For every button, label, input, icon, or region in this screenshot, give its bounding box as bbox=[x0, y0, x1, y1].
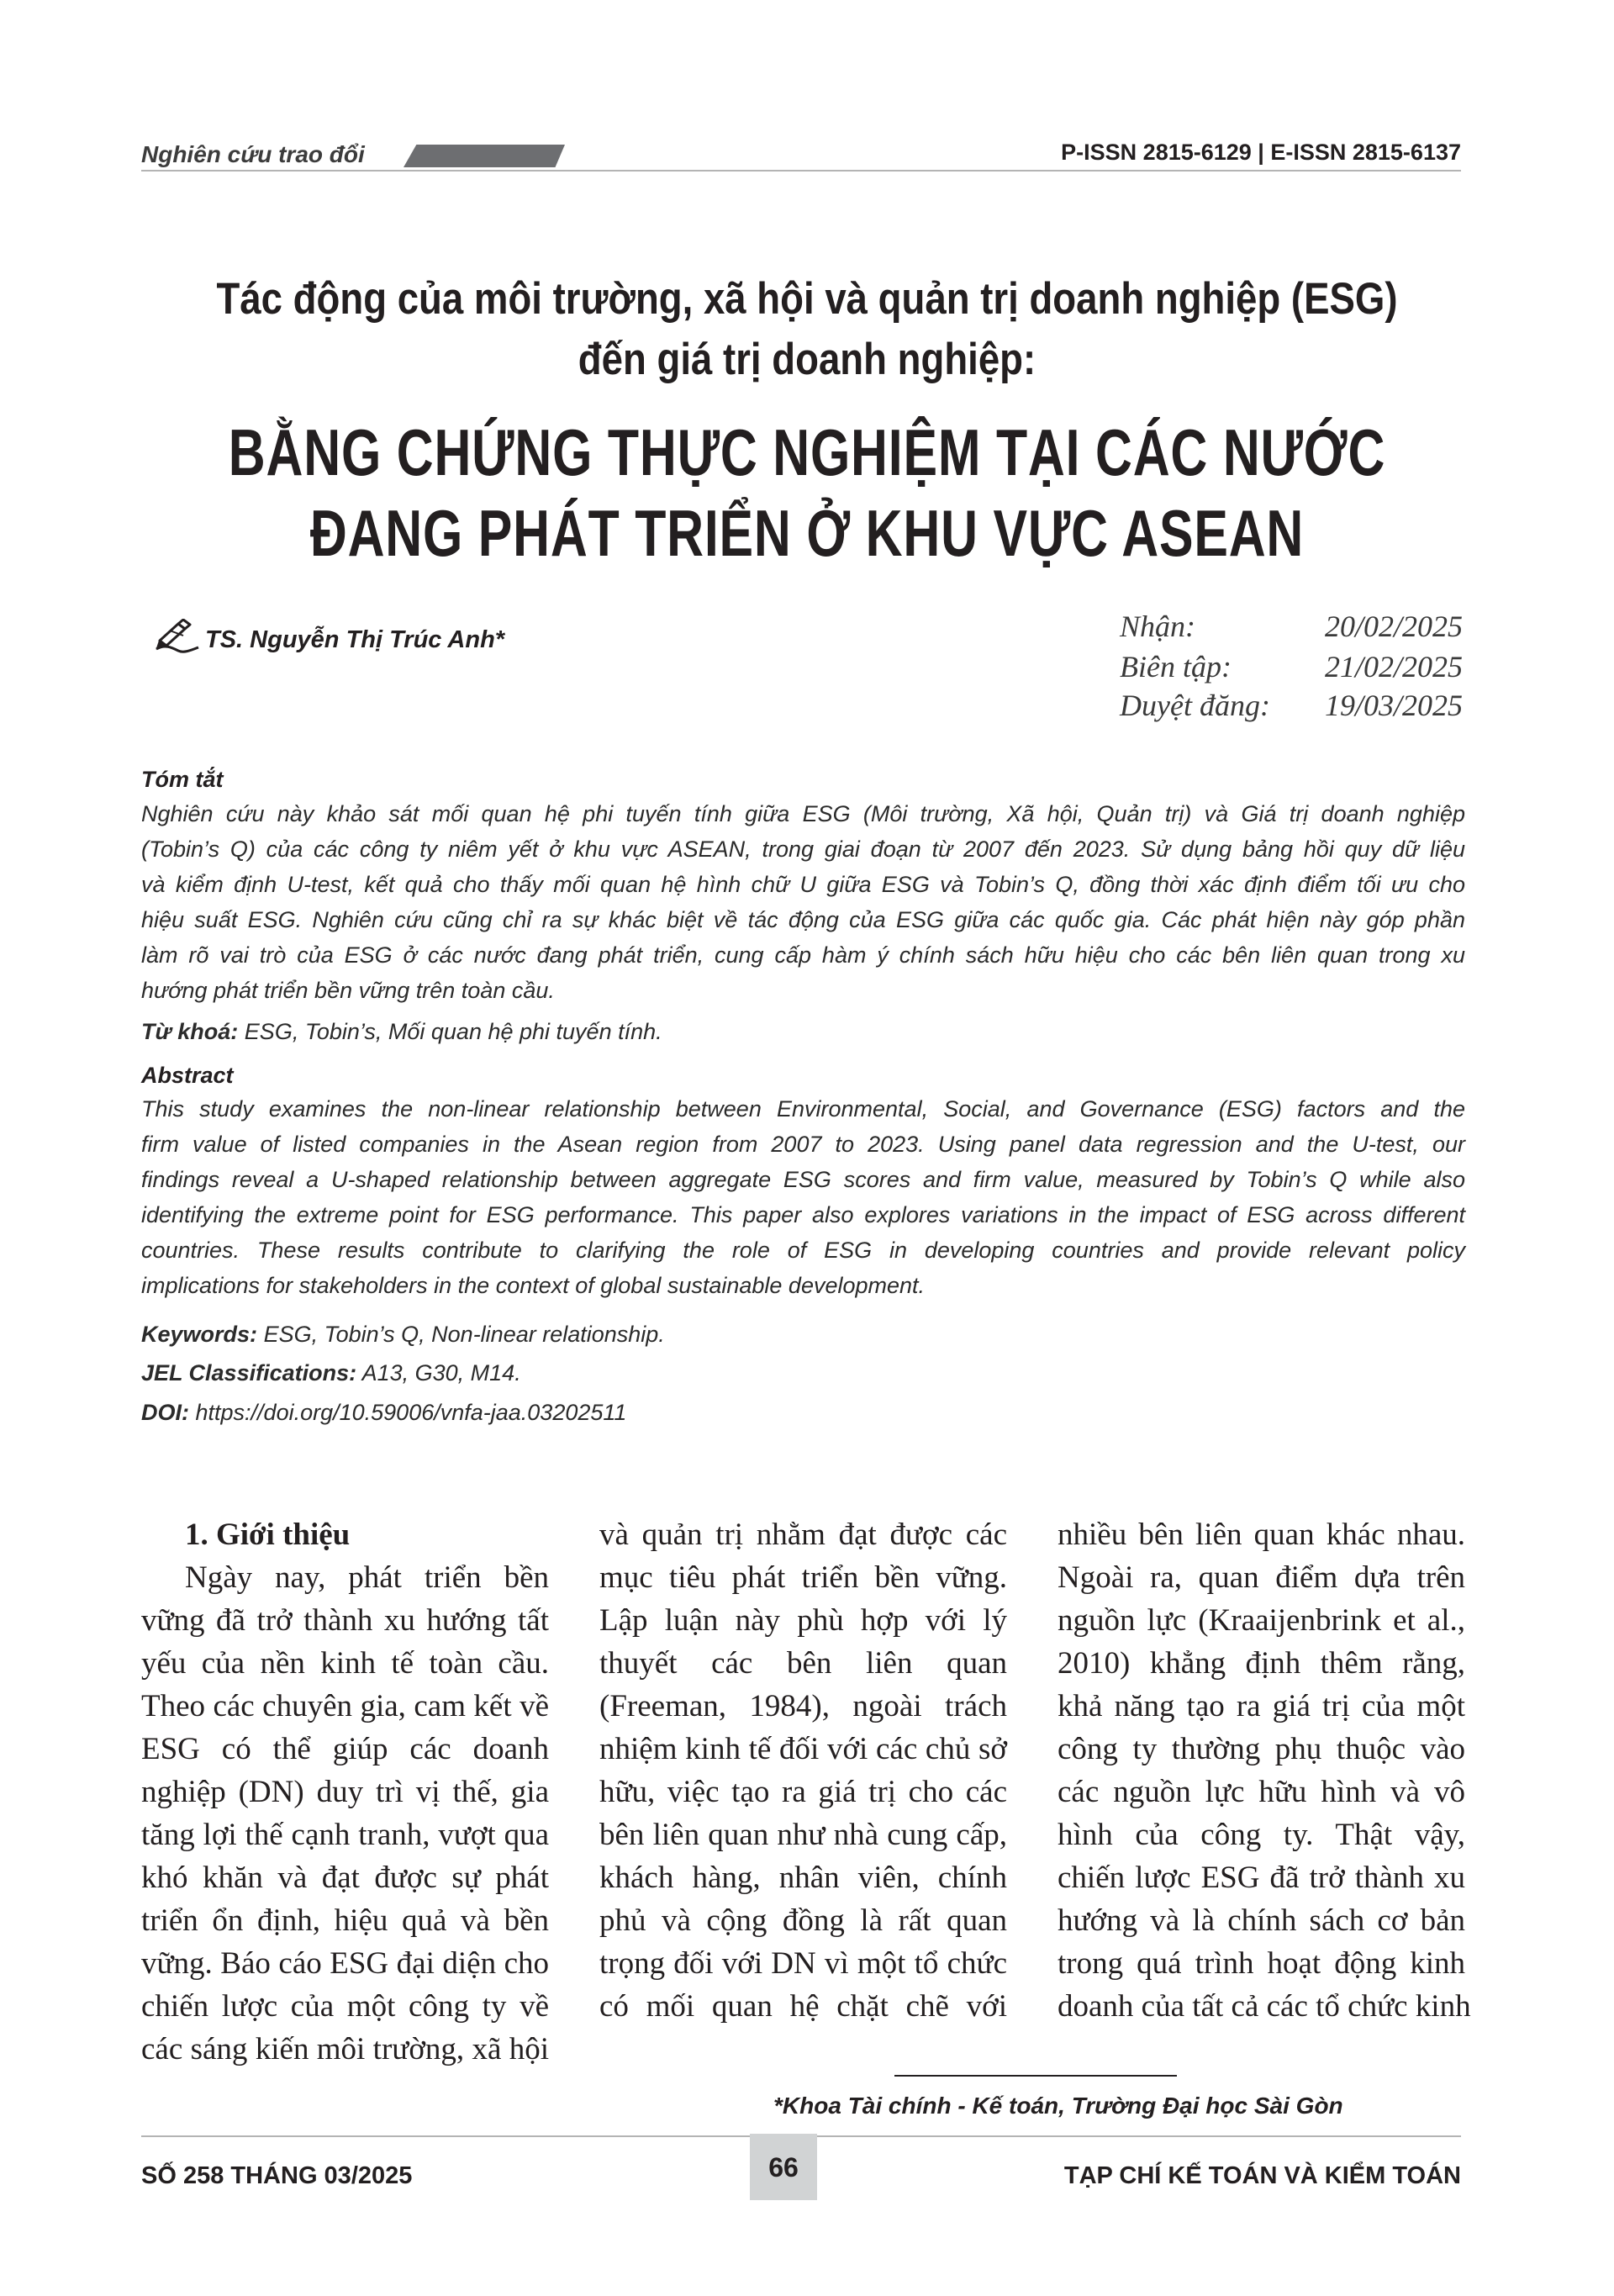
issn-label: P-ISSN 2815-6129 | E-ISSN 2815-6137 bbox=[1061, 140, 1461, 165]
body-line: công ty thường phụ thuộc vào bbox=[1058, 1732, 1465, 1766]
edited-label: Biên tập: bbox=[1120, 650, 1232, 684]
body-line: yếu của nền kinh tế toàn cầu. bbox=[141, 1646, 549, 1681]
summary-line: làm rõ vai trò của ESG ở các nước đang phát triển, cung cấp hàm ý chính sách hữu hiệu cho các bên liên quan trong xu bbox=[141, 942, 1465, 968]
body-line: khả năng tạo ra giá trị của một bbox=[1058, 1689, 1465, 1723]
body-line: chiến lược của một công ty về bbox=[141, 1989, 549, 2024]
abstract-line: findings reveal a U-shaped relationship between aggregate ESG scores and firm value, measured by Tobin’s Q while also bbox=[141, 1167, 1465, 1192]
jel-value: A13, G30, M14. bbox=[361, 1360, 521, 1386]
body-line: Lập luận này phù hợp với lý bbox=[599, 1603, 1007, 1638]
body-column-3 bbox=[1058, 1513, 1471, 2028]
body-line: nguồn lực (Kraaijenbrink et al., bbox=[1058, 1603, 1465, 1638]
keywords-en-label: Keywords: bbox=[141, 1322, 258, 1347]
author-affiliation-footnote: *Khoa Tài chính - Kế toán, Trường Đại học Sài Gòn bbox=[773, 2093, 1343, 2119]
pen-icon bbox=[153, 619, 202, 654]
body-line: bên liên quan như nhà cung cấp, bbox=[599, 1818, 1007, 1852]
approved-label: Duyệt đăng: bbox=[1120, 689, 1270, 722]
body-line: tăng lợi thế cạnh tranh, vượt qua bbox=[141, 1818, 549, 1852]
author-name: TS. Nguyễn Thị Trúc Anh* bbox=[205, 626, 505, 653]
keywords-en bbox=[141, 1322, 665, 1348]
body-line: trọng đối với DN vì một tổ chức bbox=[599, 1946, 1007, 1981]
header-rule bbox=[141, 170, 1461, 172]
body-line: khó khăn và đạt được sự phát bbox=[141, 1861, 549, 1895]
title-line-4: ĐANG PHÁT TRIỂN Ở KHU VỰC ASEAN bbox=[309, 496, 1305, 570]
body-line: vững đã trở thành xu hướng tất bbox=[141, 1603, 549, 1638]
body-line: mục tiêu phát triển bền vững. bbox=[599, 1560, 1007, 1595]
title-line-2: đến giá trị doanh nghiệp: bbox=[578, 335, 1036, 384]
abstract-paragraph bbox=[141, 1091, 1465, 1303]
received-label: Nhận: bbox=[1120, 610, 1195, 643]
doi-link[interactable]: https://doi.org/10.59006/vnfa-jaa.03202511 bbox=[195, 1400, 627, 1425]
keywords-vi-label: Từ khoá: bbox=[141, 1019, 239, 1044]
body-line: chiến lược ESG đã trở thành xu bbox=[1058, 1861, 1465, 1895]
doi bbox=[141, 1400, 626, 1426]
approved-date: 19/03/2025 bbox=[1324, 689, 1463, 722]
body-line: ESG có thể giúp các doanh bbox=[141, 1732, 549, 1766]
abstract-line: identifying the extreme point for ESG performance. This paper also explores variations in the impact of ESG across different bbox=[141, 1202, 1465, 1227]
title-line-3: BẰNG CHỨNG THỰC NGHIỆM TẠI CÁC NƯỚC bbox=[228, 415, 1386, 489]
abstract-line: firm value of listed companies in the Asean region from 2007 to 2023. Using panel data regression and the U-test, our bbox=[141, 1132, 1465, 1157]
body-line: nhiều bên liên quan khác nhau. bbox=[1058, 1517, 1465, 1552]
body-line: khách hàng, nhân viên, chính bbox=[599, 1861, 1007, 1895]
jel-classifications bbox=[141, 1360, 521, 1386]
section-heading-intro: 1. Giới thiệu bbox=[185, 1517, 351, 1552]
page-number: 66 bbox=[768, 2152, 799, 2183]
body-line: và quản trị nhằm đạt được các bbox=[599, 1517, 1007, 1552]
abstract-line: This study examines the non-linear relationship between Environmental, Social, and Governance (ESG) factors and the bbox=[141, 1096, 1465, 1122]
body-line: hữu, việc tạo ra giá trị cho các bbox=[599, 1775, 1007, 1809]
keywords-vi-value: ESG, Tobin’s, Mối quan hệ phi tuyến tính. bbox=[244, 1019, 662, 1044]
body-line: Theo các chuyên gia, cam kết về bbox=[141, 1689, 549, 1723]
summary-line: hiệu suất ESG. Nghiên cứu cũng chỉ ra sự khác biệt về tác động của ESG giữa các quốc gia. Các phát hiện này góp phần bbox=[141, 907, 1465, 932]
keywords-en-value: ESG, Tobin’s Q, Non-linear relationship. bbox=[263, 1322, 665, 1347]
body-line: nghiệp (DN) duy trì vị thế, gia bbox=[141, 1775, 549, 1809]
body-line: hình của công ty. Thật vậy, bbox=[1058, 1818, 1465, 1852]
abstract-heading: Abstract bbox=[141, 1063, 234, 1088]
body-line: 2010) khẳng định thêm rằng, bbox=[1058, 1646, 1465, 1681]
body-column-1 bbox=[141, 1513, 549, 2071]
body-line: Ngoài ra, quan điểm dựa trên bbox=[1058, 1560, 1465, 1595]
body-column-2 bbox=[599, 1513, 1007, 2028]
summary-paragraph bbox=[141, 796, 1465, 1008]
summary-line: Nghiên cứu này khảo sát mối quan hệ phi tuyến tính giữa ESG (Môi trường, Xã hội, Quản trị) và Giá trị doanh nghiệp bbox=[141, 801, 1465, 826]
title-line-1: Tác động của môi trường, xã hội và quản trị doanh nghiệp (ESG) bbox=[216, 274, 1398, 324]
doi-label: DOI: bbox=[141, 1400, 189, 1425]
body-line: doanh của tất cả các tổ chức kinh bbox=[1058, 1989, 1471, 2024]
edited-date: 21/02/2025 bbox=[1324, 650, 1463, 684]
body-line: Ngày nay, phát triển bền bbox=[185, 1560, 549, 1595]
summary-line: hướng phát triển bền vững trên toàn cầu. bbox=[141, 978, 555, 1003]
body-line: triển ổn định, hiệu quả và bền bbox=[141, 1903, 549, 1938]
journal-name: TẠP CHÍ KẾ TOÁN VÀ KIỂM TOÁN bbox=[1063, 2162, 1461, 2189]
summary-heading: Tóm tắt bbox=[141, 767, 224, 792]
body-line: có mối quan hệ chặt chẽ với bbox=[599, 1989, 1007, 2024]
abstract-line: implications for stakeholders in the context of global sustainable development. bbox=[141, 1273, 926, 1298]
footnote-rule bbox=[894, 2075, 1177, 2077]
body-line: phủ và cộng đồng là rất quan bbox=[599, 1903, 1007, 1938]
body-line: (Freeman, 1984), ngoài trách bbox=[599, 1689, 1007, 1723]
summary-line: và kiểm định U-test, kết quả cho thấy mối quan hệ hình chữ U giữa ESG và Tobin’s Q, đồng thời xác định điểm tối ưu cho bbox=[141, 872, 1465, 897]
body-line: vững. Báo cáo ESG đại diện cho bbox=[141, 1946, 549, 1981]
body-line: thuyết các bên liên quan bbox=[599, 1646, 1007, 1681]
jel-label: JEL Classifications: bbox=[141, 1360, 357, 1386]
summary-line: (Tobin’s Q) của các công ty niêm yết ở khu vực ASEAN, trong giai đoạn từ 2007 đến 2023. Sử dụng bảng hồi quy dữ liệu bbox=[141, 837, 1465, 862]
body-line: các nguồn lực hữu hình và vô bbox=[1058, 1775, 1465, 1809]
keywords-vi bbox=[141, 1019, 662, 1045]
section-label: Nghiên cứu trao đổi bbox=[141, 141, 365, 167]
issue-label: SỐ 258 THÁNG 03/2025 bbox=[141, 2162, 413, 2189]
body-line: trong quá trình hoạt động kinh bbox=[1058, 1946, 1465, 1981]
abstract-line: countries. These results contribute to clarifying the role of ESG in developing countries and provide relevant policy bbox=[141, 1238, 1465, 1263]
body-line: hướng và là chính sách cơ bản bbox=[1058, 1903, 1465, 1938]
header-bar bbox=[404, 145, 565, 167]
body-line: các sáng kiến môi trường, xã hội bbox=[141, 2032, 549, 2066]
received-date: 20/02/2025 bbox=[1324, 610, 1463, 643]
body-line: nhiệm kinh tế đối với các chủ sở bbox=[599, 1732, 1007, 1766]
